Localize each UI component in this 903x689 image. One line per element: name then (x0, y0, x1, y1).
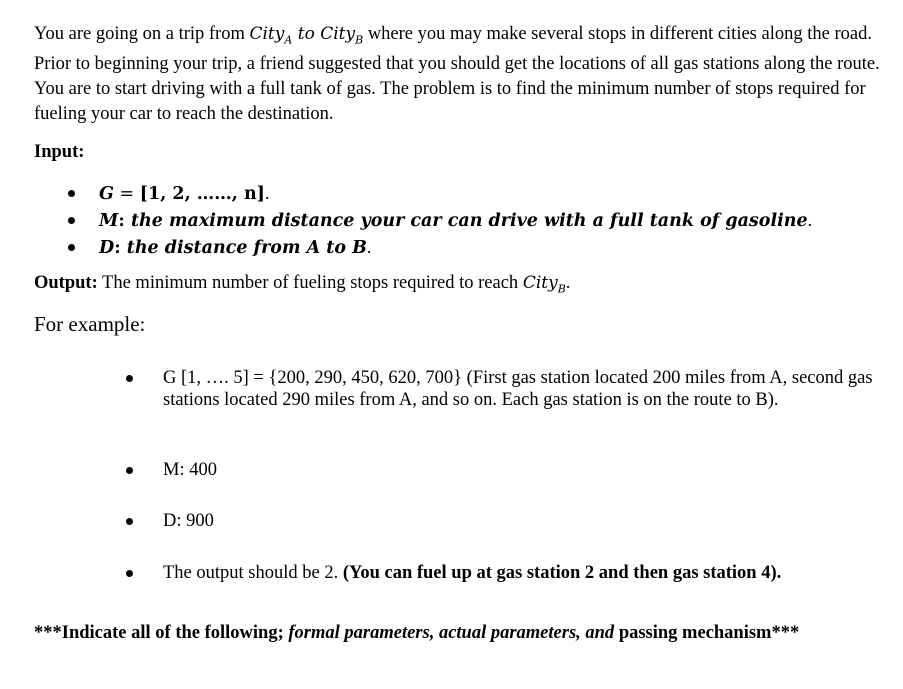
output-city: City$_B$ (522, 273, 566, 296)
bullet-icon (68, 190, 75, 197)
city-a: City$_A$ (249, 24, 293, 47)
bullet-icon (126, 518, 133, 525)
output-label: Output: (34, 273, 98, 293)
example-item-output: The output should be 2. (You can fuel up at gas station 2 and then gas station 4). (126, 562, 883, 584)
output-text: The minimum number of fueling stops required to reach (97, 273, 523, 293)
example-item-m: M: 400 (126, 459, 883, 481)
bullet-icon (68, 217, 75, 224)
input-item-d: D: the distance from A to B. (68, 234, 812, 261)
example-item-d: D: 900 (126, 510, 883, 532)
intro-text-start: You are going on a trip from (34, 24, 250, 44)
footer-instruction: ***Indicate all of the following; formal parameters, actual parameters, and passing mechanism*** (34, 623, 800, 643)
intro-paragraph (34, 22, 884, 127)
bullet-icon (68, 244, 75, 251)
input-item-g: G = [1, 2, ……, n]. (68, 180, 812, 207)
input-item-m: M: the maximum distance your car can drive with a full tank of gasoline. (68, 207, 812, 234)
city-b: City$_B$ (320, 24, 364, 47)
input-heading: Input: (34, 142, 85, 162)
document (34, 22, 884, 643)
input-list (68, 180, 812, 261)
example-title: For example: (34, 312, 146, 336)
bullet-icon (126, 375, 133, 382)
example-item-g: G [1, …. 5] = {200, 290, 450, 620, 700} (First gas station located 200 miles from A, second gas stations located 290 miles from A, and so on. Each gas station is on the route to B). (126, 367, 883, 411)
intro-to: to (292, 24, 321, 44)
bullet-icon (126, 467, 133, 474)
intro-text-end: where you may make several stops in different cities along the road. Prior to beginning your trip, a friend suggested that you should get the locations of all gas stations along the route. You are to start driving with a full tank of gas. The problem is to find the minimum number of stops required for fueling your car to reach the destination. (34, 24, 880, 125)
bullet-icon (126, 570, 133, 577)
output-line: Output: The minimum number of fueling stops required to reach City$_B$. (34, 273, 571, 296)
